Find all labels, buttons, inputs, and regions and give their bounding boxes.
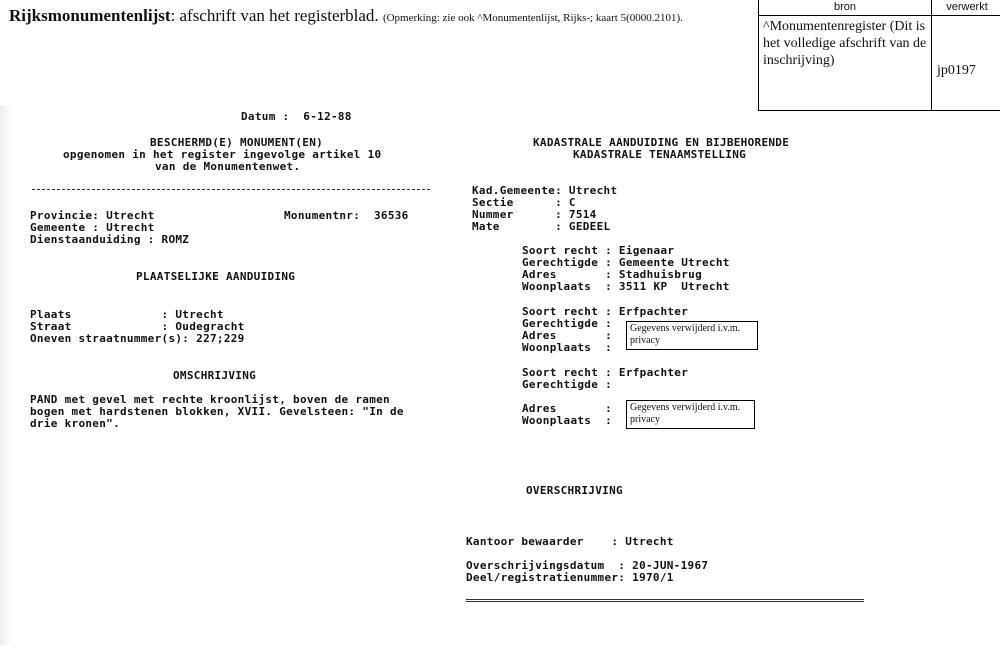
recht-2-woonplaats: Woonplaats : xyxy=(522,341,612,354)
recht-2-gerechtigde: Gerechtigde : xyxy=(522,317,612,330)
kantoor-bewaarder: Kantoor bewaarder : Utrecht xyxy=(466,535,674,548)
kad-gemeente: Kad.Gemeente: Utrecht xyxy=(472,184,618,197)
oneven-straatnummers: Oneven straatnummer(s): 227;229 xyxy=(30,332,245,345)
provincie: Provincie: Utrecht xyxy=(30,209,155,222)
privacy-redaction-2: Gegevens verwijderd i.v.m. privacy xyxy=(626,400,755,429)
kadastrale-heading-2: KADASTRALE TENAAMSTELLING xyxy=(573,148,747,161)
scan-edge-shadow xyxy=(0,105,12,645)
omschrijving-line-2: bogen met hardstenen blokken, XVII. Gevelsteen: "In de xyxy=(30,405,404,418)
mate: Mate : GEDEEL xyxy=(472,220,611,233)
overschrijvingsdatum: Overschrijvingsdatum : 20-JUN-1967 xyxy=(466,559,709,572)
bron-column xyxy=(759,0,931,110)
bron-header: bron xyxy=(759,0,931,16)
recht-3-soort: Soort recht : Erfpachter xyxy=(522,366,689,379)
recht-3-adres: Adres : xyxy=(522,402,612,415)
title-bold: Rijksmonumentenlijst xyxy=(9,6,171,25)
datum: Datum : 6-12-88 xyxy=(241,110,352,123)
recht-3-gerechtigde: Gerechtigde : xyxy=(522,378,612,391)
recht-1-soort: Soort recht : Eigenaar xyxy=(522,244,675,257)
bron-text: ^Monumentenregister (Dit is het volledige afschrift van de inschrijving) xyxy=(763,19,927,68)
source-table xyxy=(758,0,1000,111)
omschrijving-line-1: PAND met gevel met rechte kroonlijst, boven de ramen xyxy=(30,393,390,406)
recht-1-gerechtigde: Gerechtigde : Gemeente Utrecht xyxy=(522,256,730,269)
title-rest: : afschrift van het registerblad. xyxy=(170,6,379,25)
recht-1-adres: Adres : Stadhuisbrug xyxy=(522,268,702,281)
recht-2-adres: Adres : xyxy=(522,329,612,342)
dashed-divider xyxy=(32,189,430,190)
title-remark: (Opmerking: zie ook ^Monumentenlijst, Rijks-; kaart 5(0000.2101). xyxy=(382,12,683,24)
kadastrale-heading-1: KADASTRALE AANDUIDING EN BIJBEHORENDE xyxy=(533,136,790,149)
omschrijving-heading: OMSCHRIJVING xyxy=(173,369,257,382)
verwerkt-code: jp0197 xyxy=(937,63,976,78)
double-divider xyxy=(466,599,864,602)
monument-subtitle-1: opgenomen in het register ingevolge artikel 10 xyxy=(63,148,382,161)
straat: Straat : Oudegracht xyxy=(30,320,245,333)
nummer: Nummer : 7514 xyxy=(472,208,597,221)
monument-subtitle-2: van de Monumentenwet. xyxy=(155,160,301,173)
verwerkt-header: verwerkt xyxy=(932,0,1000,16)
monument-title: BESCHERMD(E) MONUMENT(EN) xyxy=(150,136,324,149)
verwerkt-column xyxy=(931,0,1000,110)
plaats: Plaats : Utrecht xyxy=(30,308,224,321)
document-title xyxy=(9,6,683,26)
privacy-redaction-1: Gegevens verwijderd i.v.m. privacy xyxy=(626,321,758,350)
registratienummer: Deel/registratienummer: 1970/1 xyxy=(466,571,674,584)
dienstaanduiding: Dienstaanduiding : ROMZ xyxy=(30,233,190,246)
recht-2-soort: Soort recht : Erfpachter xyxy=(522,305,689,318)
overschrijving-heading: OVERSCHRIJVING xyxy=(526,484,623,497)
sectie: Sectie : C xyxy=(472,196,576,209)
omschrijving-line-3: drie kronen". xyxy=(30,417,120,430)
plaatselijke-aanduiding-heading: PLAATSELIJKE AANDUIDING xyxy=(136,270,296,283)
recht-3-woonplaats: Woonplaats : xyxy=(522,414,612,427)
gemeente: Gemeente : Utrecht xyxy=(30,221,155,234)
monumentnummer: Monumentnr: 36536 xyxy=(284,209,409,222)
recht-1-woonplaats: Woonplaats : 3511 KP Utrecht xyxy=(522,280,730,293)
